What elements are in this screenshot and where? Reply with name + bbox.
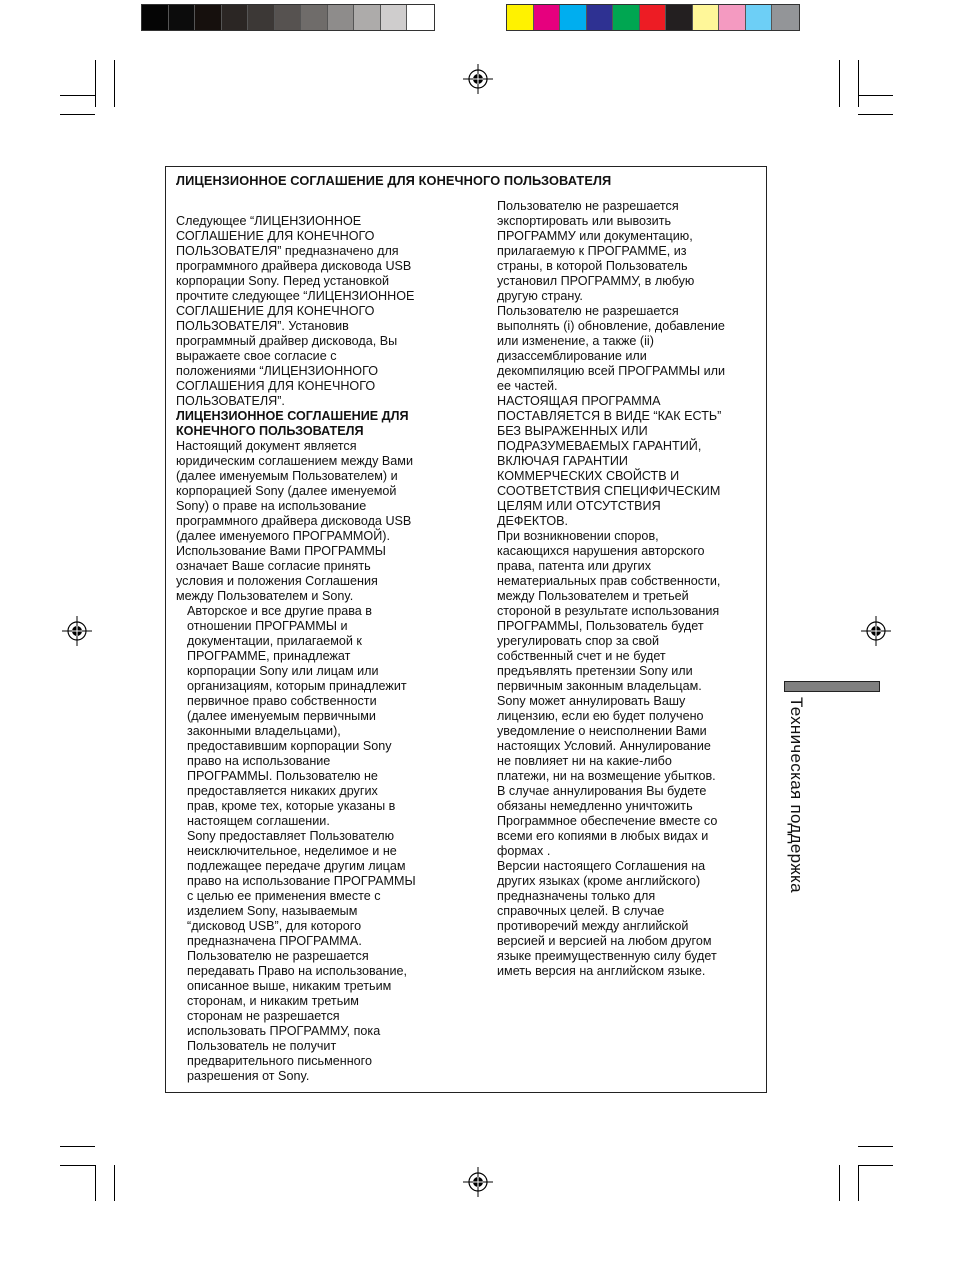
color-swatch	[719, 5, 746, 30]
color-swatch	[381, 5, 408, 30]
text-line: СОГЛАШЕНИЕ ДЛЯ КОНЕЧНОГО	[176, 229, 375, 243]
text-line: формах .	[497, 844, 551, 858]
color-swatch	[142, 5, 169, 30]
text-line: платежи, ни на возмещение убытков.	[497, 769, 716, 783]
text-line: КОНЕЧНОГО ПОЛЬЗОВАТЕЛЯ	[176, 424, 364, 438]
text-line: прочтите следующее “ЛИЦЕНЗИОННОЕ	[176, 289, 415, 303]
text-line: настоящем соглашении.	[187, 814, 330, 828]
text-line: всеми его копиями в любых видах и	[497, 829, 709, 843]
text-line: предоставляется никаких других	[187, 784, 378, 798]
color-swatch	[328, 5, 355, 30]
text-line: изделием Sony, называемым	[187, 904, 358, 918]
text-line: передавать Право на использование,	[187, 964, 408, 978]
text-line: предварительного письменного	[187, 1054, 373, 1068]
section-side-label: Техническая поддержка	[787, 697, 806, 893]
text-line: предназначена ПРОГРАММА.	[187, 934, 362, 948]
text-line: выполнять (i) обновление, добавление	[497, 319, 725, 333]
text-line: версией и версией на любом другом	[497, 934, 712, 948]
text-line: Авторское и все другие права в	[187, 604, 372, 618]
color-swatch	[534, 5, 561, 30]
text-line: условия и положения Соглашения	[176, 574, 378, 588]
text-line: Sony предоставляет Пользователю	[187, 829, 395, 843]
text-line: организациям, которым принадлежит	[187, 679, 407, 693]
color-swatch	[248, 5, 275, 30]
text-line: с целью ее применения вместе с	[187, 889, 381, 903]
text-line: лицензию, если ею будет получено	[497, 709, 704, 723]
text-line: Версии настоящего Соглашения на	[497, 859, 706, 873]
text-line: ПОЛЬЗОВАТЕЛЯ”.	[176, 394, 285, 408]
color-swatch	[772, 5, 799, 30]
text-line: программного драйвера дисковода USB	[176, 514, 412, 528]
text-line: (далее именуемым Пользователем) и	[176, 469, 398, 483]
registration-mark-icon	[861, 616, 891, 646]
color-bar	[506, 4, 800, 31]
color-swatch	[222, 5, 249, 30]
text-line: БЕЗ ВЫРАЖЕННЫХ ИЛИ	[497, 424, 648, 438]
text-line: корпорации Sony. Перед установкой	[176, 274, 390, 288]
text-line: между Пользователем и третьей	[497, 589, 689, 603]
text-line: программный драйвер дисковода, Вы	[176, 334, 398, 348]
text-line: ее частей.	[497, 379, 558, 393]
text-line: языке преимущественную силу будет	[497, 949, 717, 963]
color-swatch	[169, 5, 196, 30]
text-line: предназначены только для	[497, 889, 656, 903]
color-swatch	[407, 5, 434, 30]
text-line: справочных целей. В случае	[497, 904, 665, 918]
text-line: урегулировать спор за свой	[497, 634, 660, 648]
text-line: (далее именуемым первичными	[187, 709, 376, 723]
text-line: СОГЛАШЕНИЯ ДЛЯ КОНЕЧНОГО	[176, 379, 376, 393]
registration-mark-icon	[463, 64, 493, 94]
text-line: касающихся нарушения авторского	[497, 544, 705, 558]
text-line: юридическим соглашением между Вами	[176, 454, 413, 468]
text-line: выражаете свое согласие с	[176, 349, 337, 363]
text-line: собственный счет и не будет	[497, 649, 666, 663]
left-column	[176, 214, 461, 1084]
text-line: ПРОГРАММЫ, Пользователь будет	[497, 619, 704, 633]
text-line: СООТВЕТСТВИЯ СПЕЦИФИЧЕСКИМ	[497, 484, 721, 498]
text-line: уведомление о неисполнении Вами	[497, 724, 707, 738]
color-swatch	[354, 5, 381, 30]
text-line: ПОДРАЗУМЕВАЕМЫХ ГАРАНТИЙ,	[497, 439, 702, 453]
text-line: корпорацией Sony (далее именуемой	[176, 484, 397, 498]
text-line: “дисковод USB”, для которого	[187, 919, 362, 933]
text-line: предъявлять претензии Sony или	[497, 664, 693, 678]
text-line: установил ПРОГРАММУ, в любую	[497, 274, 695, 288]
registration-mark-icon	[62, 616, 92, 646]
text-line: Пользователю не разрешается	[497, 199, 679, 213]
text-line: ВКЛЮЧАЯ ГАРАНТИИ	[497, 454, 628, 468]
color-swatch	[666, 5, 693, 30]
text-line: Настоящий документ является	[176, 439, 357, 453]
registration-mark-icon	[463, 1167, 493, 1197]
text-line: СОГЛАШЕНИЕ ДЛЯ КОНЕЧНОГО	[176, 304, 375, 318]
text-line: НАСТОЯЩАЯ ПРОГРАММА	[497, 394, 661, 408]
text-line: Использование Вами ПРОГРАММЫ	[176, 544, 386, 558]
text-line: законными владельцами),	[187, 724, 341, 738]
text-line: отношении ПРОГРАММЫ и	[187, 619, 348, 633]
text-line: дизассемблирование или	[497, 349, 647, 363]
text-line: декомпиляцию всей ПРОГРАММЫ или	[497, 364, 726, 378]
text-line: экспортировать или вывозить	[497, 214, 672, 228]
text-line: (далее именуемого ПРОГРАММОЙ).	[176, 529, 390, 543]
text-line: нематериальных прав собственности,	[497, 574, 721, 588]
text-line: право на использование	[187, 754, 331, 768]
text-line: между Пользователем и Sony.	[176, 589, 354, 603]
text-line: разрешения от Sony.	[187, 1069, 310, 1083]
text-line: Sony может аннулировать Вашу	[497, 694, 686, 708]
text-line: страны, в которой Пользователь	[497, 259, 688, 273]
text-line: положениями “ЛИЦЕНЗИОННОГО	[176, 364, 378, 378]
text-line: Следующее “ЛИЦЕНЗИОННОЕ	[176, 214, 362, 228]
text-line: первичное право собственности	[187, 694, 377, 708]
text-line: иметь версия на английском языке.	[497, 964, 706, 978]
color-swatch	[301, 5, 328, 30]
color-swatch	[693, 5, 720, 30]
section-tab-marker	[784, 681, 880, 692]
color-swatch	[507, 5, 534, 30]
text-line: ПОЛЬЗОВАТЕЛЯ”. Установив	[176, 319, 349, 333]
text-line: Пользователь не получит	[187, 1039, 337, 1053]
text-line: ПРОГРАММУ или документацию,	[497, 229, 693, 243]
text-line: сторонам не разрешается	[187, 1009, 340, 1023]
text-line: ПРОГРАММЕ, принадлежат	[187, 649, 351, 663]
color-swatch	[587, 5, 614, 30]
text-line: прав, кроме тех, которые указаны в	[187, 799, 396, 813]
text-line: неисключительное, неделимое и не	[187, 844, 397, 858]
text-line: описанное выше, никаким третьим	[187, 979, 392, 993]
text-line: права, патента или других	[497, 559, 651, 573]
text-line: программного драйвера дисковода USB	[176, 259, 412, 273]
color-swatch	[640, 5, 667, 30]
text-line: Пользователю не разрешается	[187, 949, 369, 963]
text-line: обязаны немедленно уничтожить	[497, 799, 693, 813]
text-line: В случае аннулирования Вы будете	[497, 784, 707, 798]
text-line: предоставившим корпорации Sony	[187, 739, 392, 753]
color-swatch	[275, 5, 302, 30]
color-swatch	[560, 5, 587, 30]
text-line: противоречий между английской	[497, 919, 689, 933]
text-line: прилагаемую к ПРОГРАММЕ, из	[497, 244, 687, 258]
text-line: стороной в результате использования	[497, 604, 720, 618]
text-line: право на использование ПРОГРАММЫ	[187, 874, 416, 888]
grayscale-bar	[141, 4, 435, 31]
text-line: ЛИЦЕНЗИОННОЕ СОГЛАШЕНИЕ ДЛЯ	[176, 409, 409, 423]
text-line: ПОСТАВЛЯЕТСЯ В ВИДЕ “КАК ЕСТЬ”	[497, 409, 722, 423]
right-column	[497, 199, 763, 979]
color-swatch	[195, 5, 222, 30]
text-line: корпорации Sony или лицам или	[187, 664, 379, 678]
text-line: ЦЕЛЯМ ИЛИ ОТСУТСТВИЯ	[497, 499, 661, 513]
text-line: других языках (кроме английского)	[497, 874, 701, 888]
text-line: подлежащее передаче другим лицам	[187, 859, 406, 873]
text-line: использовать ПРОГРАММУ, пока	[187, 1024, 381, 1038]
text-line: документации, прилагаемой к	[187, 634, 362, 648]
text-line: Программное обеспечение вместе со	[497, 814, 718, 828]
text-line: не повлияет ни на какие-либо	[497, 754, 672, 768]
text-line: При возникновении споров,	[497, 529, 659, 543]
text-line: ПРОГРАММЫ. Пользователю не	[187, 769, 378, 783]
text-line: сторонам, и никаким третьим	[187, 994, 359, 1008]
document-title: ЛИЦЕНЗИОННОЕ СОГЛАШЕНИЕ ДЛЯ КОНЕЧНОГО ПОЛЬЗОВАТЕЛЯ	[176, 173, 612, 188]
text-line: Sony) о праве на использование	[176, 499, 367, 513]
color-swatch	[613, 5, 640, 30]
color-swatch	[746, 5, 773, 30]
text-line: Пользователю не разрешается	[497, 304, 679, 318]
text-line: означает Ваше согласие принять	[176, 559, 371, 573]
text-line: или изменение, а также (ii)	[497, 334, 654, 348]
text-line: первичным законным владельцам.	[497, 679, 702, 693]
text-line: другую страну.	[497, 289, 583, 303]
text-line: ДЕФЕКТОВ.	[497, 514, 569, 528]
text-line: ПОЛЬЗОВАТЕЛЯ” предназначено для	[176, 244, 399, 258]
license-agreement-box	[165, 166, 767, 1093]
text-line: КОММЕРЧЕСКИХ СВОЙСТВ И	[497, 469, 680, 483]
text-line: настоящих Условий. Аннулирование	[497, 739, 711, 753]
